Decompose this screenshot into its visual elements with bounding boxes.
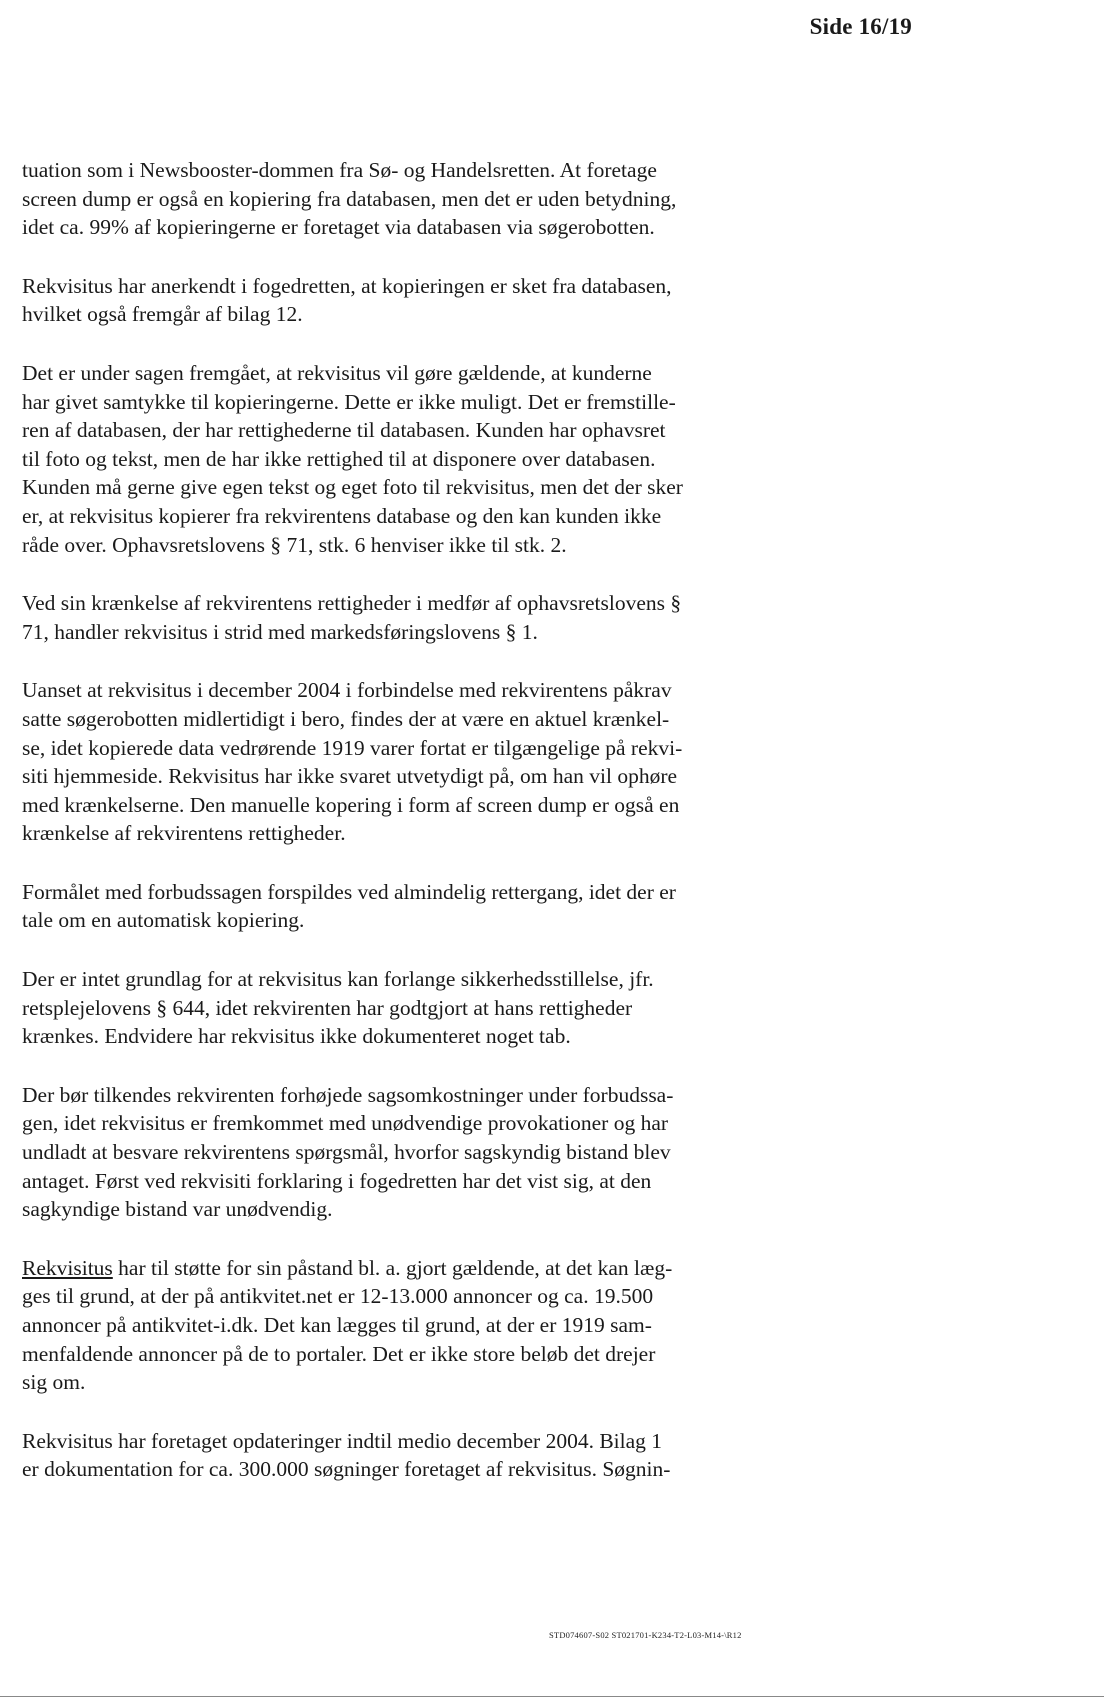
- text-line: tuation som i Newsbooster-dommen fra Sø- og Handelsretten. At foretage: [22, 158, 657, 182]
- text-line: idet ca. 99% af kopieringerne er foretaget via databasen via søgerobotten.: [22, 215, 655, 240]
- text-line: Ved sin krænkelse af rekvirentens rettigheder i medfør af ophavsretslovens §: [22, 591, 682, 616]
- text-line: satte søgerobotten midlertidigt i bero, findes der at være en aktuel krænkel-: [22, 706, 670, 731]
- text-line: hvilket også fremgår af bilag 12.: [22, 302, 303, 327]
- paragraph-4: [22, 589, 802, 646]
- text-line: antaget. Først ved rekvisiti forklaring i fogedretten har det vist sig, at den: [22, 1168, 652, 1193]
- text-line: 71, handler rekvisitus i strid med markedsføringslovens § 1.: [22, 619, 538, 644]
- text-line: sagkyndige bistand var unødvendig.: [22, 1197, 333, 1222]
- underlined-word: Rekvisitus: [22, 1255, 113, 1280]
- text-line: undladt at besvare rekvirentens spørgsmål, hvorfor sagskyndig bistand blev: [22, 1140, 671, 1165]
- paragraph-3: [22, 359, 802, 559]
- text-line: gen, idet rekvisitus er fremkommet med unødvendige provokationer og har: [22, 1111, 669, 1136]
- text-line: annoncer på antikvitet-i.dk. Det kan lægges til grund, at der er 1919 sam-: [22, 1313, 652, 1337]
- text-line: er dokumentation for ca. 300.000 søgninger foretaget af rekvisitus. Søgnin-: [22, 1457, 671, 1482]
- text-line: tale om en automatisk kopiering.: [22, 908, 305, 933]
- text-line: retsplejelovens § 644, idet rekvirenten har godtgjort at hans rettigheder: [22, 995, 633, 1020]
- text-line: Det er under sagen fremgået, at rekvisitus vil gøre gældende, at kunderne: [22, 360, 652, 385]
- text-line: med krænkelserne. Den manuelle kopering i form af screen dump er også en: [22, 792, 680, 817]
- text-line: Uanset at rekvisitus i december 2004 i forbindelse med rekvirentens påkrav: [22, 678, 672, 703]
- text-line: Formålet med forbudssagen forspildes ved almindelig rettergang, idet der er: [22, 879, 676, 904]
- paragraph-1: [22, 156, 802, 242]
- text-line: krænkelse af rekvirentens rettigheder.: [22, 821, 346, 846]
- text-line: ges til grund, at der på antikvitet.net er 12-13.000 annoncer og ca. 19.500: [22, 1284, 654, 1309]
- text-segment: har til støtte for sin påstand bl. a. gjort gældende, at det kan læg-: [112, 1255, 673, 1280]
- text-line: [22, 1254, 802, 1283]
- text-line: menfaldende annoncer på de to portaler. Det er ikke store beløb det drejer: [22, 1341, 656, 1366]
- paragraph-2: [22, 272, 802, 329]
- text-line: krænkes. Endvidere har rekvisitus ikke dokumenteret noget tab.: [22, 1024, 571, 1049]
- text-line: til foto og tekst, men de har ikke rettighed til at disponere over databasen.: [22, 446, 656, 471]
- text-line: har givet samtykke til kopieringerne. Dette er ikke muligt. Det er fremstille-: [22, 389, 676, 414]
- paragraph-5: [22, 676, 802, 848]
- text-line: Rekvisitus har anerkendt i fogedretten, at kopieringen er sket fra databasen,: [22, 273, 672, 298]
- paragraph-6: [22, 878, 802, 935]
- text-line: screen dump er også en kopiering fra databasen, men det er uden betydning,: [22, 186, 677, 211]
- text-line: råde over. Ophavsretslovens § 71, stk. 6 henviser ikke til stk. 2.: [22, 532, 567, 557]
- text-line: sig om.: [22, 1370, 86, 1395]
- text-line: er, at rekvisitus kopierer fra rekvirentens database og den kan kunden ikke: [22, 503, 662, 528]
- paragraph-9: [22, 1254, 802, 1397]
- text-line: Kunden må gerne give egen tekst og eget foto til rekvisitus, men det der sker: [22, 475, 683, 500]
- paragraph-10: [22, 1427, 802, 1484]
- paragraph-8: [22, 1081, 802, 1224]
- text-line: se, idet kopierede data vedrørende 1919 varer fortat er tilgængelige på rekvi-: [22, 735, 683, 760]
- text-line: Rekvisitus har foretaget opdateringer indtil medio december 2004. Bilag 1: [22, 1428, 663, 1453]
- document-code: STD074607-S02 ST021701-K234-T2-L03-M14-\R12: [549, 1630, 742, 1640]
- document-body: [22, 156, 802, 1514]
- text-line: ren af databasen, der har rettighederne til databasen. Kunden har ophavsret: [22, 418, 666, 443]
- page-bottom-rule: [0, 1696, 1104, 1697]
- text-line: Der bør tilkendes rekvirenten forhøjede sagsomkostninger under forbudssa-: [22, 1082, 674, 1107]
- text-line: Der er intet grundlag for at rekvisitus kan forlange sikkerhedsstillelse, jfr.: [22, 967, 654, 992]
- text-line: siti hjemmeside. Rekvisitus har ikke svaret utvetydigt på, om han vil ophøre: [22, 764, 678, 789]
- paragraph-7: [22, 965, 802, 1051]
- page-number: Side 16/19: [809, 14, 912, 39]
